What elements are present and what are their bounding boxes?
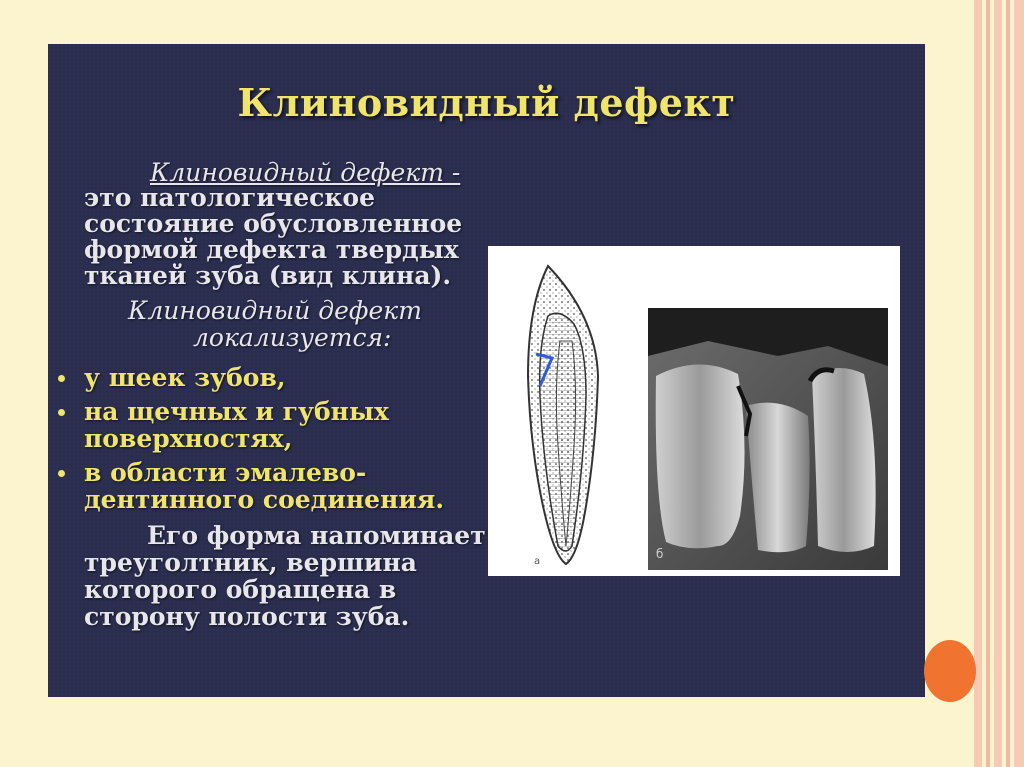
shape-line: Его форма напоминает [147,521,486,550]
bullet-marker [58,375,65,382]
slide-title: Клиновидный дефект [237,80,736,125]
tooth-figure [488,246,900,576]
bullet-item: у шеек зубов, [84,363,286,392]
figure-label-b: б [656,547,664,561]
definition-line: формой дефекта твердых [84,235,459,264]
tooth-section-drawing [528,266,598,567]
tooth-illustration [488,246,900,576]
shape-line: сторону полости зуба. [84,602,410,631]
tooth-photo [648,308,888,570]
bullet-item: в области эмалево- [84,458,367,487]
definition-line: состояние обусловленное [84,209,463,238]
definition-line: тканей зуба (вид клина). [84,261,452,290]
bullet-item: на щечных и губных [84,397,389,426]
decorative-orange-circle [924,640,976,702]
bullet-marker [58,409,65,416]
localization-heading: Клиновидный дефект [128,296,422,325]
shape-line: треуголтник, вершина [84,548,417,577]
localization-heading: локализуется: [193,323,392,352]
bullet-item: поверхностях, [84,424,293,453]
bullet-marker [58,470,65,477]
definition-line: это патологическое [84,183,375,212]
shape-line: которого обращена в [84,575,397,604]
bullet-item: дентинного соединения. [84,485,445,514]
figure-label-a: а [534,556,541,567]
decorative-stripes [972,0,1024,767]
definition-term: Клиновидный дефект - [150,158,461,187]
